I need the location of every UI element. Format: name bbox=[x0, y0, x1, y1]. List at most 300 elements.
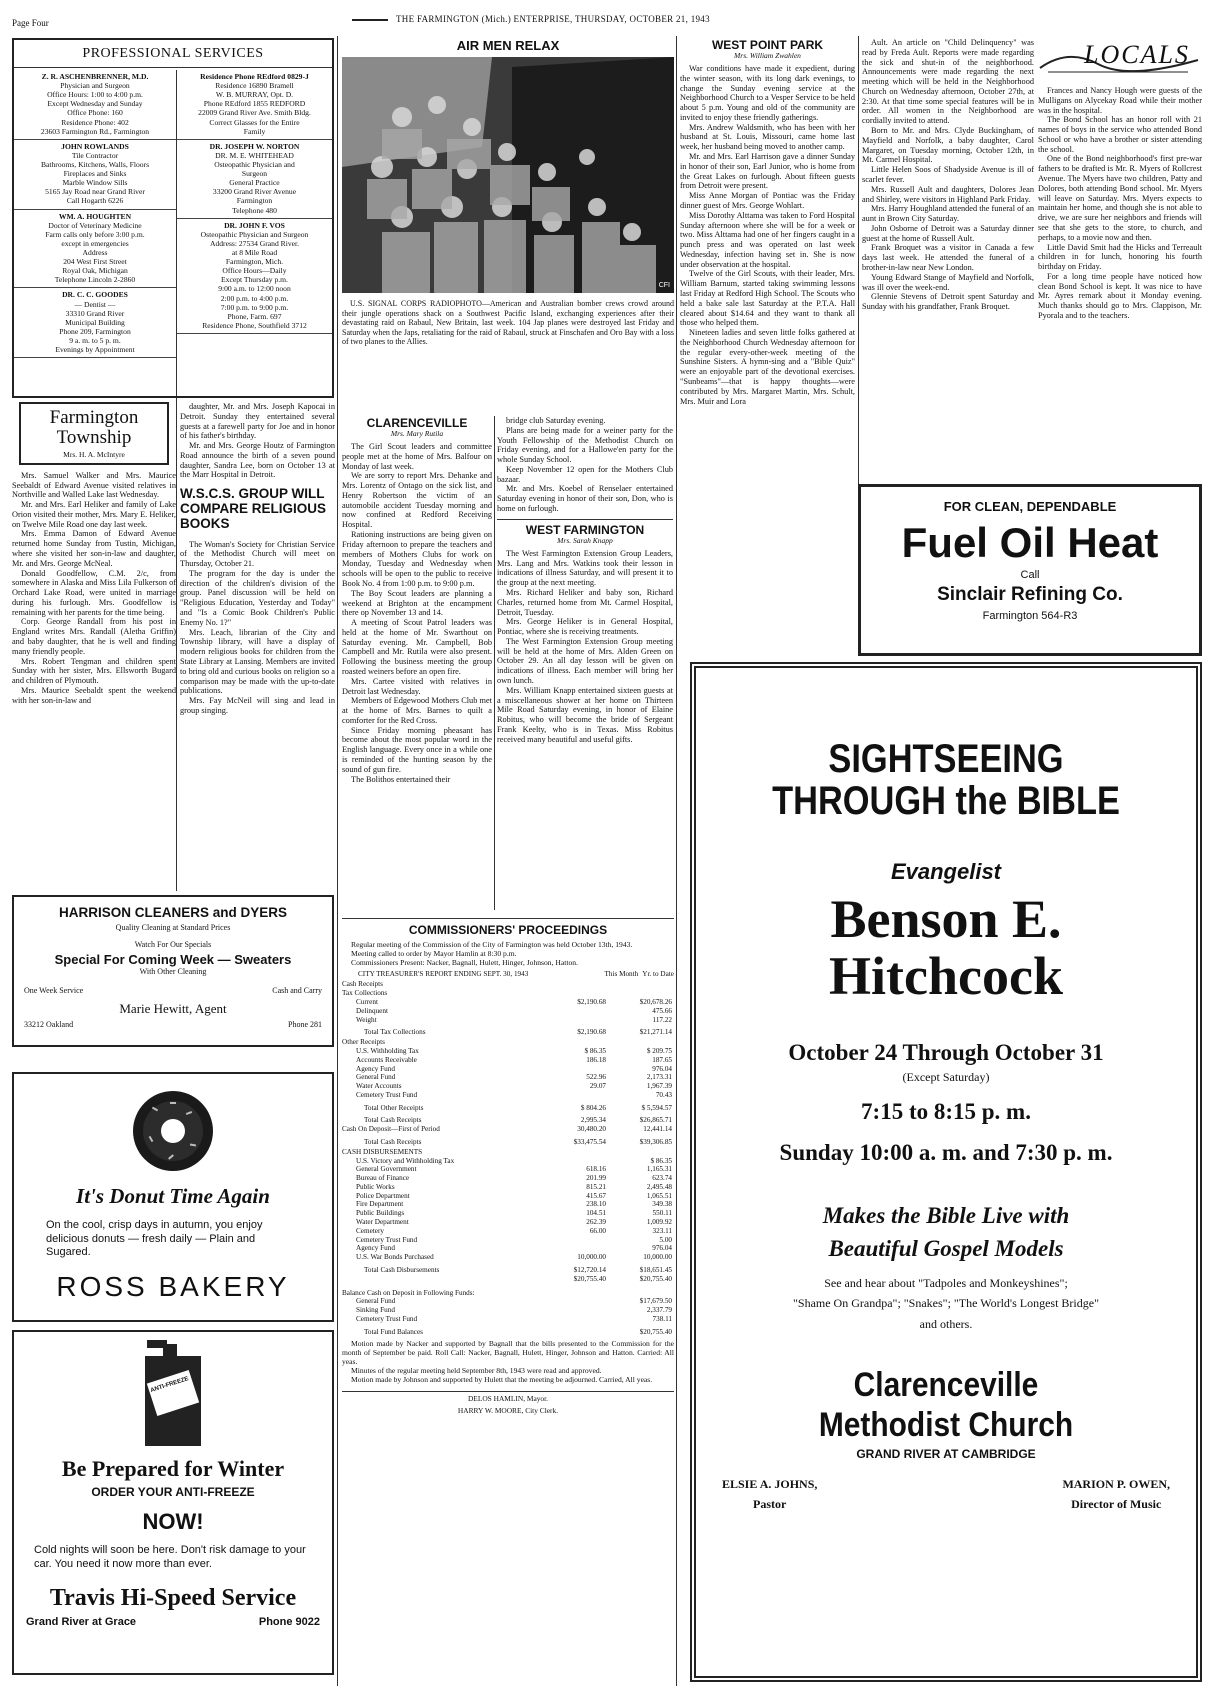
music-block bbox=[1062, 1477, 1170, 1511]
commissioners-proceedings bbox=[342, 918, 674, 1689]
westfarm-paragraph: Mrs. George Heliker is in General Hospital, Pontiac, where she is receiving treatments. bbox=[497, 617, 673, 637]
professional-card bbox=[14, 140, 176, 210]
card-line: Residence 16890 Bramell bbox=[215, 81, 294, 91]
clarenceville-paragraph: Members of Edgewood Mothers Club met at the home of Mrs. Barnes to quilt a comforter for the Red Cross. bbox=[342, 696, 492, 725]
card-line: — Dentist — bbox=[74, 299, 116, 309]
report-amount: 1,009.92 bbox=[646, 1218, 672, 1227]
report-row bbox=[342, 988, 674, 998]
music-name: MARION P. OWEN, bbox=[1062, 1477, 1170, 1492]
wscs-body bbox=[180, 540, 335, 716]
report-amount: 186.18 bbox=[586, 1055, 606, 1064]
report-amount: 475.66 bbox=[652, 1006, 672, 1015]
report-amount bbox=[542, 1091, 608, 1100]
clarenceville-cont-body bbox=[497, 416, 673, 514]
clarenceville-paragraph: Plans are being made for a weiner party for the Youth Fellowship of the Methodist Church on Friday evening, and for a Hallowe'en party for the whole Sunday School. bbox=[497, 425, 673, 465]
township-title-1: Farmington bbox=[49, 407, 139, 428]
bible-see: See and hear about "Tadpoles and Monkeyshines"; bbox=[824, 1276, 1068, 1291]
report-amount: $ 804.26 bbox=[580, 1103, 606, 1112]
card-line: 33310 Grand River bbox=[65, 308, 125, 318]
bible-time: 7:15 to 8:15 p. m. bbox=[861, 1098, 1031, 1124]
card-line: Telephone Lincoln 2-2860 bbox=[54, 275, 136, 285]
westpoint-paragraph: Mr. and Mrs. Earl Harrison gave a dinner Sunday in honor of their son, Earl Junior, who is home from the Great Lakes on furlough. About fifteen guests from Detroit were present. bbox=[680, 152, 855, 191]
card-line: Phone REdford 1855 REDFORD bbox=[203, 99, 306, 109]
report-amount: 70.43 bbox=[655, 1090, 672, 1099]
card-line: DR. JOSEPH W. NORTON bbox=[209, 141, 300, 151]
report-label: General Fund bbox=[356, 1297, 396, 1306]
township-paragraph: Mrs. Robert Tengman and children spent Sunday with her sister, Mrs. Ellsworth Bugard and children of Plymouth. bbox=[12, 656, 176, 686]
report-label bbox=[342, 1275, 542, 1284]
report-amount: $ 86.35 bbox=[650, 1156, 672, 1165]
township-heading bbox=[19, 402, 169, 465]
township-paragraph: Mrs. Samuel Walker and Mrs. Maurice Seebaldt of Edward Avenue visited relatives in Northville and Walled Lake last Wednesday. bbox=[12, 470, 176, 500]
card-line: Office Hours—Daily bbox=[222, 266, 287, 276]
card-line: Physician and Surgeon bbox=[60, 81, 130, 91]
card-line: 22009 Grand River Ave. Smith Bldg. bbox=[198, 108, 311, 118]
card-line: Phone 209, Farmington bbox=[59, 326, 131, 336]
card-line: Farmington, Mich. bbox=[225, 257, 284, 267]
township-continued bbox=[180, 402, 335, 888]
donut-headline: It's Donut Time Again bbox=[76, 1184, 270, 1208]
bible-dates: October 24 Through October 31 bbox=[788, 1039, 1104, 1065]
report-row bbox=[342, 1328, 674, 1337]
harrison-watch: Watch For Our Specials bbox=[134, 940, 212, 950]
card-line: DR. JOHN F. VOS bbox=[224, 220, 285, 230]
photo-credit: CFI bbox=[658, 282, 670, 290]
township-body bbox=[12, 471, 176, 706]
report-label: Total Cash Receipts bbox=[364, 1138, 422, 1146]
card-line: 204 West First Street bbox=[63, 257, 127, 267]
clarenceville-column bbox=[342, 416, 492, 914]
column-rule bbox=[858, 36, 859, 556]
report-row bbox=[342, 1236, 674, 1245]
report-amount: 29.07 bbox=[589, 1082, 606, 1091]
report-label: Cemetery Trust Fund bbox=[356, 1314, 418, 1323]
report-amount: 2,495.48 bbox=[646, 1182, 672, 1191]
westpoint-byline: Mrs. William Zwahlen bbox=[734, 51, 801, 61]
commission-closing-paragraph: Motion made by Nacker and supported by Bagnall that the bills presented to the Commission for the month of September be paid. Roll Call: Nacker, Bagnall, Hulett, Hinger, Johnson and Hatton. Carried: All yeas. bbox=[342, 1339, 674, 1367]
clarenceville-paragraph: bridge club Saturday evening. bbox=[506, 416, 606, 425]
bible-ad bbox=[690, 662, 1202, 1682]
card-line: Phone, Farm. 697 bbox=[227, 311, 282, 321]
locals-paragraph: For a long time people have noticed how clean Bond School is kept. It was nice to have Mr. Ayres remark about it Monday evening. Much thanks should go to Mrs. Clappison, Mr. Pyorala and to the teachers. bbox=[1038, 271, 1202, 320]
travis-headline: Be Prepared for Winter bbox=[61, 1456, 285, 1481]
westpoint-paragraph: Twelve of the Girl Scouts, with their leader, Mrs. William Barnum, started taking swimming lessons last Friday at Redford High School. The Scouts who held a bake sale last Saturday at the P.T.A. Hall cleared about $14.64 and they want to thank all those who helped them. bbox=[680, 269, 855, 328]
report-label: General Fund bbox=[356, 1073, 396, 1082]
westpoint-paragraph: Mrs. Andrew Waldsmith, who has been with her husband at St. Louis, Missouri, came home last week, her husband being moved to another camp. bbox=[680, 122, 855, 152]
report-row bbox=[342, 1073, 674, 1082]
report-amount: $17,679.50 bbox=[639, 1297, 672, 1306]
township-column bbox=[12, 402, 176, 888]
pastor-name: ELSIE A. JOHNS, bbox=[722, 1477, 818, 1492]
masthead: THE FARMINGTON (Mich.) ENTERPRISE, THURSDAY, OCTOBER 21, 1943 bbox=[352, 14, 710, 25]
township-byline: Mrs. H. A. McIntyre bbox=[63, 449, 125, 459]
card-line: Farmington bbox=[236, 196, 273, 206]
report-amount: $ 86.35 bbox=[584, 1046, 606, 1055]
report-amount bbox=[542, 979, 608, 989]
harrison-agent: Marie Hewitt, Agent bbox=[119, 1001, 227, 1016]
report-amount bbox=[542, 1297, 608, 1306]
travis-foot bbox=[26, 1616, 320, 1629]
card-line: Z. R. ASCHENBRENNER, M.D. bbox=[41, 72, 149, 81]
bible-staff bbox=[722, 1477, 1170, 1511]
wscs-paragraph: The Woman's Society for Christian Service of the Methodist Church will meet on Thursday, October 21. bbox=[180, 539, 335, 569]
report-label: Other Receipts bbox=[342, 1038, 385, 1047]
report-amount: 618.16 bbox=[586, 1165, 606, 1174]
report-amount: $20,678.26 bbox=[639, 998, 672, 1007]
westpoint-paragraph: Mrs. Harry Houghland attended the funeral of an aunt in Brown City Saturday. bbox=[862, 204, 1034, 224]
clarenceville-byline: Mrs. Mary Rutila bbox=[390, 429, 444, 439]
report-amount: 30,480.20 bbox=[577, 1125, 606, 1134]
report-label: Total Tax Collections bbox=[364, 1028, 426, 1037]
professional-card bbox=[177, 140, 332, 219]
westfarm-paragraph: Mrs. Richard Heliker and baby son, Richard Charles, returned home from Mt. Carmel Hospital, Detroit, Tuesday. bbox=[497, 587, 673, 617]
professional-card bbox=[177, 219, 332, 334]
bible-titles: "Shame On Grandpa"; "Snakes"; "The World's Longest Bridge" bbox=[793, 1296, 1099, 1311]
travis-body: Cold nights will soon be here. Don't risk damage to your car. You need it now more than ever. bbox=[34, 1544, 306, 1571]
report-row bbox=[342, 1227, 674, 1236]
report-row bbox=[342, 1138, 674, 1147]
clarenceville-paragraph: The Boy Scout leaders are planning a weekend at Brighton at the encampment there op November 13 and 14. bbox=[342, 588, 492, 618]
westpoint-cont-body bbox=[862, 38, 1034, 312]
westpoint-paragraph: Miss Dorothy Alttama was taken to Ford Hospital Sunday afternoon where she will be for a week or two. Miss Alttama had one of her fingers caught in a punch press and was operated on last week Wednesday, infection having set in. She is now under observation at the hospital. bbox=[680, 210, 855, 269]
report-label: Total Fund Balances bbox=[364, 1327, 423, 1336]
report-amount bbox=[608, 979, 674, 989]
westpoint-paragraph: Young Edward Stange of Mayfield and Norfolk, was ill over the week-end. bbox=[862, 272, 1034, 292]
clarenceville-paragraph: Mr. and Mrs. Koebel of Renselaer entertained Saturday evening in honor of their son, Don, who is home on furlough. bbox=[497, 484, 673, 514]
bible-except: (Except Saturday) bbox=[902, 1069, 990, 1084]
report-heading bbox=[342, 970, 674, 978]
report-row bbox=[342, 1306, 674, 1315]
card-line: Evenings by Appointment bbox=[55, 345, 135, 355]
bible-sunday: Sunday 10:00 a. m. and 7:30 p. m. bbox=[779, 1139, 1113, 1165]
westpoint-paragraph: Frank Broquet was a visitor in Canada a few days last week. He attended the funeral of a brother-in-law near New London. bbox=[862, 243, 1034, 272]
report-label: Tax Collections bbox=[342, 989, 388, 998]
report-row bbox=[342, 1192, 674, 1201]
township-title-2: Township bbox=[56, 426, 132, 448]
commission-intro-paragraph: Commissioners Present: Nacker, Bagnall, Hulett, Hinger, Johnson, Hatton. bbox=[351, 958, 578, 968]
westfarm-paragraph: The West Farmington Extension Group Leaders, Mrs. Lang and Mrs. Watkins took their lesson in indications of illness Saturday, and will present it to the group at the next meeting. bbox=[497, 548, 673, 588]
report-label: CASH DISBURSEMENTS bbox=[342, 1147, 423, 1156]
report-amount bbox=[542, 1065, 608, 1074]
report-label: Weight bbox=[356, 1015, 377, 1024]
report-amount: 1,165.31 bbox=[646, 1165, 672, 1174]
card-line: except in emergencies bbox=[61, 238, 129, 248]
harrison-row bbox=[24, 986, 322, 995]
report-amount: $ 5,594.57 bbox=[641, 1103, 672, 1112]
card-line: WM. A. HOUGHTEN bbox=[58, 211, 132, 221]
travis-phone: Phone 9022 bbox=[258, 1615, 320, 1628]
report-label: Police Department bbox=[356, 1191, 410, 1200]
report-amount: 976.04 bbox=[652, 1064, 672, 1073]
report-label: Delinquent bbox=[356, 1006, 388, 1015]
report-row bbox=[342, 1091, 674, 1100]
township-paragraph: Mr. and Mrs. Earl Heliker and family of Lake Orion visited their mother, Mrs. Mary E. Heliker, on Twelve Mile Road one day last week. bbox=[12, 500, 176, 529]
township-paragraph: Mrs. Maurice Seebaldt spent the weekend with her son-in-law and bbox=[12, 685, 176, 705]
commission-intro-paragraph: Regular meeting of the Commission of the City of Farmington was held October 13th, 1943. bbox=[351, 940, 633, 950]
report-amount: 12,441.14 bbox=[643, 1125, 672, 1134]
commission-title: COMMISSIONERS' PROCEEDINGS bbox=[408, 923, 608, 937]
report-amount: 349.38 bbox=[652, 1200, 672, 1209]
can-label: ANTI-FREEZE bbox=[149, 1376, 190, 1395]
harrison-cash: Cash and Carry bbox=[272, 985, 322, 995]
report-amount: 738.11 bbox=[652, 1314, 672, 1323]
card-line: Bathrooms, Kitchens, Walls, Floors bbox=[40, 159, 150, 169]
report-amount: $12,720.14 bbox=[573, 1265, 606, 1274]
bible-others: and others. bbox=[919, 1316, 973, 1331]
report-amount: 815.21 bbox=[586, 1182, 606, 1191]
page-label: Page Four bbox=[12, 18, 49, 28]
report-label: Cash On Deposit—First of Period bbox=[342, 1125, 440, 1134]
westfarm-body bbox=[497, 549, 673, 745]
locals-column bbox=[1038, 38, 1202, 478]
wscs-paragraph: The program for the day is under the direction of the children's division of the group. Panel discussion will be held on "Religious Education, Yesterday and Today" and "Is a Comic Book Children's Public Enemy No. 1?" bbox=[180, 568, 335, 627]
report-row bbox=[342, 1288, 674, 1298]
report-label: Cemetery Trust Fund bbox=[356, 1090, 418, 1099]
report-amount: $26,865.71 bbox=[639, 1116, 672, 1125]
township-paragraph: Donald Goodfellow, C.M. 2/c, from somewhere in Alaska and Miss Lila Fulkerson of Orchard Lake Road, were united in marriage during his furlough. Mrs. Goodfellow is remaining with her parents for the time being. bbox=[12, 568, 176, 617]
clerk-signature: HARRY W. MOORE, City Clerk. bbox=[457, 1405, 559, 1415]
report-amount bbox=[608, 988, 674, 998]
harrison-special: Special For Coming Week — Sweaters bbox=[54, 951, 292, 967]
locals-paragraph: The Bond School has an honor roll with 21 names of boys in the service who attended Bond School or who have a brother or sister attending the school. bbox=[1038, 115, 1202, 154]
report-row bbox=[342, 979, 674, 989]
report-label: Total Other Receipts bbox=[364, 1103, 424, 1112]
westfarm-paragraph: The West Farmington Extension Group meeting will be held at the home of Mrs. Alden Green on October 29. An all day lesson will be given on indications of illness. Each member will bring her own lunch. bbox=[497, 636, 673, 685]
donut-body: On the cool, crisp days in autumn, you enjoy delicious donuts — fresh daily — Plain and Sugared. bbox=[46, 1218, 263, 1259]
locals-paragraph: Frances and Nancy Hough were guests of the Mulligans on Alycekay Road while their mother was in the hospital. bbox=[1038, 86, 1202, 115]
westpoint-title: WEST POINT PARK bbox=[711, 38, 824, 52]
column-rule bbox=[337, 36, 338, 1686]
report-title: CITY TREASURER'S REPORT ENDING SEPT. 30, 1943 bbox=[358, 970, 529, 979]
report-row bbox=[342, 1147, 674, 1157]
running-head bbox=[12, 6, 1202, 28]
report-label: U.S. Withholding Tax bbox=[356, 1046, 419, 1055]
westfarm-title: WEST FARMINGTON bbox=[525, 522, 645, 537]
report-label: Cemetery bbox=[356, 1226, 384, 1235]
fuel-call: Call bbox=[1020, 568, 1040, 581]
card-line: Except Wednesday and Sunday bbox=[47, 99, 143, 109]
donut-icon bbox=[128, 1086, 218, 1176]
report-col-year: Yr. to Date bbox=[642, 970, 674, 979]
fuel-oil-ad bbox=[858, 484, 1202, 656]
locals-body bbox=[1038, 86, 1202, 321]
report-row bbox=[342, 1116, 674, 1125]
report-amount: $39,306.85 bbox=[639, 1138, 672, 1146]
westpoint-paragraph: Glennie Stevens of Detroit spent Saturday and Sunday with his grandfather, Frank Broquet. bbox=[862, 292, 1034, 312]
report-row bbox=[342, 998, 674, 1007]
report-amount bbox=[608, 1288, 674, 1298]
clarenceville-paragraph: A meeting of Scout Patrol leaders was held at the home of Mr. Swarthout on Saturday evening. Mr. Campbell, Bob Campbell and Mr. Rutila were also present. Following the business meeting the group roasted weiners before an open fire. bbox=[342, 618, 492, 676]
bible-line1: SIGHTSEEING bbox=[828, 737, 1064, 781]
bible-name2: Hitchcock bbox=[829, 945, 1063, 1006]
clarenceville-paragraph: The Girl Scout leaders and committee people met at the home of Mrs. Balfour on Monday of last week. bbox=[342, 442, 492, 471]
report-amount: 201.99 bbox=[586, 1174, 606, 1183]
card-line: Residence Phone: 402 bbox=[61, 117, 129, 127]
report-label: Agency Fund bbox=[356, 1064, 395, 1073]
bible-church1: Clarenceville bbox=[853, 1365, 1039, 1404]
travis-address: Grand River at Grace bbox=[26, 1615, 137, 1628]
wscs-paragraph: Mrs. Fay McNeil will sing and lead in group singing. bbox=[180, 696, 335, 715]
card-line: 9 a. m. to 5 p. m. bbox=[69, 335, 121, 345]
report-label: Cash Receipts bbox=[342, 979, 383, 988]
mayor-signature: DELOS HAMLIN, Mayor. bbox=[342, 1391, 674, 1404]
clarenceville-title: CLARENCEVILLE bbox=[366, 416, 468, 430]
report-label: U.S. Victory and Withholding Tax bbox=[356, 1156, 455, 1165]
westpoint-body bbox=[680, 64, 855, 406]
clarenceville-paragraph: Rationing instructions are being given on Friday afternoon to prepare the teachers and members of Mothers Clubs for work on Monday, Tuesday and Wednesday when schools will be open to the public to receive Book No. 4 from 1:00 p.m. to 9:00 p.m. bbox=[342, 530, 492, 588]
report-amount: 104.51 bbox=[586, 1209, 606, 1218]
report-amount: 187.65 bbox=[652, 1055, 672, 1064]
professional-title: PROFESSIONAL SERVICES bbox=[14, 40, 332, 68]
report-amount bbox=[542, 988, 608, 998]
report-row bbox=[342, 1157, 674, 1166]
report-amount: 415.67 bbox=[586, 1191, 606, 1200]
ross-bakery-ad bbox=[12, 1072, 334, 1322]
report-row bbox=[342, 1104, 674, 1113]
report-label: U.S. War Bonds Purchased bbox=[356, 1253, 434, 1262]
travis-now: NOW! bbox=[142, 1509, 204, 1535]
card-line: Doctor of Veterinary Medicine bbox=[48, 220, 142, 230]
professional-card bbox=[14, 288, 176, 358]
report-amount: 1,065.51 bbox=[646, 1191, 672, 1200]
report-row bbox=[342, 1007, 674, 1016]
card-line: Fireplaces and Sinks bbox=[63, 169, 127, 179]
report-row bbox=[342, 1253, 674, 1262]
travis-ad bbox=[12, 1330, 334, 1675]
report-row bbox=[342, 1028, 674, 1037]
report-amount: 10,000.00 bbox=[643, 1253, 672, 1262]
clarenceville-paragraph: Since Friday morning pheasant has become about the most popular word in the English language. Every once in a while one is reminded of the hunting season by the sound of gun fire. bbox=[342, 725, 492, 774]
clarenceville-paragraph: Keep November 12 open for the Mothers Club bazaar. bbox=[497, 464, 673, 484]
travis-name: Travis Hi-Speed Service bbox=[49, 1584, 297, 1611]
report-label: Fire Department bbox=[356, 1200, 404, 1209]
report-amount bbox=[542, 1288, 608, 1298]
report-amount: 117.22 bbox=[652, 1015, 672, 1024]
card-line: 9:00 a.m. to 12:00 noon bbox=[218, 284, 291, 294]
westpoint-continued bbox=[862, 38, 1034, 556]
report-row bbox=[342, 1315, 674, 1324]
report-col-month: This Month bbox=[604, 970, 639, 979]
report-amount: 262.39 bbox=[586, 1218, 606, 1227]
westpoint-paragraph: War conditions have made it expedient, during the winter season, with its long dark evenings, to change the Sunday evening service at the Neighborhood Church to a Vesper Service to be held about 5 p.m. Young and old of the community are invited to enjoy these friendly gatherings. bbox=[680, 64, 855, 122]
westpoint-paragraph: Mrs. Russell Ault and daughters, Dolores Jean and Shirley, were visitors in Highland Park Friday. bbox=[862, 184, 1034, 204]
card-line: DR. C. C. GOODES bbox=[62, 290, 128, 300]
report-row bbox=[342, 1016, 674, 1025]
report-amount: $18,651.45 bbox=[639, 1265, 672, 1274]
westpoint-paragraph: Nineteen ladies and seven little folks gathered at the Neighborhood Church Wednesday afternoon for the regular every-other-week meeting of the Sunshine Sisters. A hymn-sing and a "Bible Quiz" were an enjoyable part of the devotional exercises. "Sunbeams"—that is happy thoughts—were contributed by Mrs. Margaret Martin, Mrs. Schult, Mrs. Muir and Lora bbox=[680, 328, 855, 406]
card-line: Telephone 480 bbox=[232, 205, 277, 215]
harrison-title: HARRISON CLEANERS and DYERS bbox=[58, 905, 288, 920]
report-row bbox=[342, 1183, 674, 1192]
treasurer-report-table bbox=[342, 979, 674, 1337]
card-line: W. B. MURRAY, Opt. D. bbox=[215, 90, 294, 100]
pastor-block bbox=[722, 1477, 817, 1511]
township-paragraph: Mr. and Mrs. George Houtz of Farmington Road announce the birth of a seven pound daughter, Sandra Lee, born on October 13 at the Marr Hospital in Detroit. bbox=[180, 441, 335, 480]
fuel-top: FOR CLEAN, DEPENDABLE bbox=[943, 499, 1117, 514]
report-amount: $21,271.14 bbox=[639, 1028, 672, 1037]
card-line: Royal Oak, Michigan bbox=[62, 266, 128, 276]
column-rule bbox=[176, 396, 177, 891]
report-amount: 5.00 bbox=[659, 1235, 672, 1244]
report-amount: 238.10 bbox=[586, 1200, 606, 1209]
report-amount: 323.11 bbox=[652, 1226, 672, 1235]
report-row bbox=[342, 1218, 674, 1227]
report-amount bbox=[542, 1007, 608, 1016]
report-amount: 2,995.34 bbox=[580, 1116, 606, 1125]
report-amount bbox=[542, 1244, 608, 1253]
clarenceville-west-column bbox=[497, 416, 673, 914]
report-amount: 1,967.39 bbox=[646, 1082, 672, 1091]
professional-card bbox=[177, 70, 332, 140]
clarenceville-paragraph: We are sorry to report Mrs. Dehanke and Mrs. Lorentz of Ontago on the sick list, and Henry Robertson the victim of an automobile accident Tuesday morning and now confined at Redford Receiving Hospital. bbox=[342, 471, 492, 530]
report-label: Total Cash Receipts bbox=[364, 1116, 422, 1125]
report-amount bbox=[542, 1037, 608, 1047]
report-row bbox=[342, 1082, 674, 1091]
wscs-paragraph: Mrs. Leach, librarian of the City and Township library, will have a display of modern religious books for children from the State Library at Lansing. Members are invited to bring old and curious books on religion so a comparison may be made with the up-to-date publications. bbox=[180, 627, 335, 696]
report-row bbox=[342, 1297, 674, 1306]
report-amount bbox=[608, 1147, 674, 1157]
report-label: Total Cash Disbursements bbox=[364, 1265, 440, 1274]
card-line: Correct Glasses for the Entire bbox=[209, 117, 300, 127]
report-label: Agency Fund bbox=[356, 1244, 395, 1253]
commission-closing-paragraph: Motion made by Johnson and supported by Hulett that the meeting be adjourned. Carried, All yeas. bbox=[351, 1375, 653, 1385]
report-amount: $20,755.40 bbox=[639, 1327, 672, 1336]
commission-intro-paragraph: Meeting called to order by Mayor Hamlin at 8:30 p.m. bbox=[351, 949, 517, 959]
township-cont-body bbox=[180, 402, 335, 480]
westpoint-paragraph: Ault. An article on "Child Delinquency" was read by Freda Ault. Reports were made regarding the sick and shut-in of the neighborhood. Announcements were made regarding the next meeting which will be held in the Neighborhood Church on Wednesday afternoon, October 27th, at 2:30. At that time some special features will be in order. All women in the Neighborhood are cordially invited to attend. bbox=[862, 38, 1034, 126]
professional-right bbox=[177, 70, 332, 334]
airmen-story bbox=[342, 38, 674, 408]
card-line: Address: 27534 Grand River. bbox=[209, 238, 299, 248]
antifreeze-can-icon bbox=[133, 1340, 213, 1450]
harrison-one-week: One Week Service bbox=[24, 985, 84, 995]
report-amount: 976.04 bbox=[652, 1244, 672, 1253]
westfarm-paragraph: Mrs. William Knapp entertained sixteen guests at a miscellaneous shower at her home on Thirteen Mile Road Saturday evening, in honor of Elaine Robitus, who will become the bride of Sergeant Frank Keelty, who is in Texas. Miss Robitus received many beautiful and useful gifts. bbox=[497, 685, 673, 744]
commission-closing bbox=[342, 1340, 674, 1385]
report-amount: 623.74 bbox=[652, 1174, 672, 1183]
report-amount bbox=[542, 1236, 608, 1245]
report-amount: $20,755.40 bbox=[573, 1274, 606, 1283]
report-label: Water Department bbox=[356, 1218, 409, 1227]
report-label: Sinking Fund bbox=[356, 1306, 395, 1315]
card-line: Osteopathic Physician and Surgeon bbox=[200, 229, 309, 239]
airmen-title: AIR MEN RELAX bbox=[456, 38, 560, 53]
fuel-phone: Farmington 564-R3 bbox=[982, 609, 1078, 622]
report-label: Cemetery Trust Fund bbox=[356, 1235, 418, 1244]
township-paragraph: daughter, Mr. and Mrs. Joseph Kapocai in Detroit. Sunday they entertained several guests at a farewell party for Joe and in honor of his father's birthday. bbox=[180, 402, 335, 441]
card-line: 5165 Jay Road near Grand River bbox=[45, 187, 145, 197]
bible-address: GRAND RIVER AT CAMBRIDGE bbox=[856, 1446, 1036, 1461]
report-amount bbox=[542, 1157, 608, 1166]
westpoint-column bbox=[680, 38, 855, 556]
airmen-photo bbox=[342, 57, 674, 293]
ross-bakery-name: ROSS BAKERY bbox=[56, 1271, 290, 1303]
card-line: DR. M. E. WHITEHEAD bbox=[215, 150, 294, 160]
harrison-ad bbox=[12, 895, 334, 1047]
music-title: Director of Music bbox=[1071, 1497, 1162, 1512]
card-line: at 8 Mile Road bbox=[231, 247, 278, 257]
report-amount: 522.96 bbox=[586, 1073, 606, 1082]
clarenceville-paragraph: The Bolithos entertained their bbox=[351, 774, 451, 784]
westfarm-byline: Mrs. Sarah Knapp bbox=[557, 535, 613, 545]
report-row bbox=[342, 1209, 674, 1218]
report-row bbox=[342, 1266, 674, 1275]
travis-sub: ORDER YOUR ANTI-FREEZE bbox=[91, 1484, 255, 1499]
report-amount: $33,475.54 bbox=[573, 1138, 606, 1146]
fuel-headline: Fuel Oil Heat bbox=[901, 519, 1159, 567]
report-amount: 10,000.00 bbox=[577, 1253, 606, 1262]
report-amount bbox=[542, 1306, 608, 1315]
